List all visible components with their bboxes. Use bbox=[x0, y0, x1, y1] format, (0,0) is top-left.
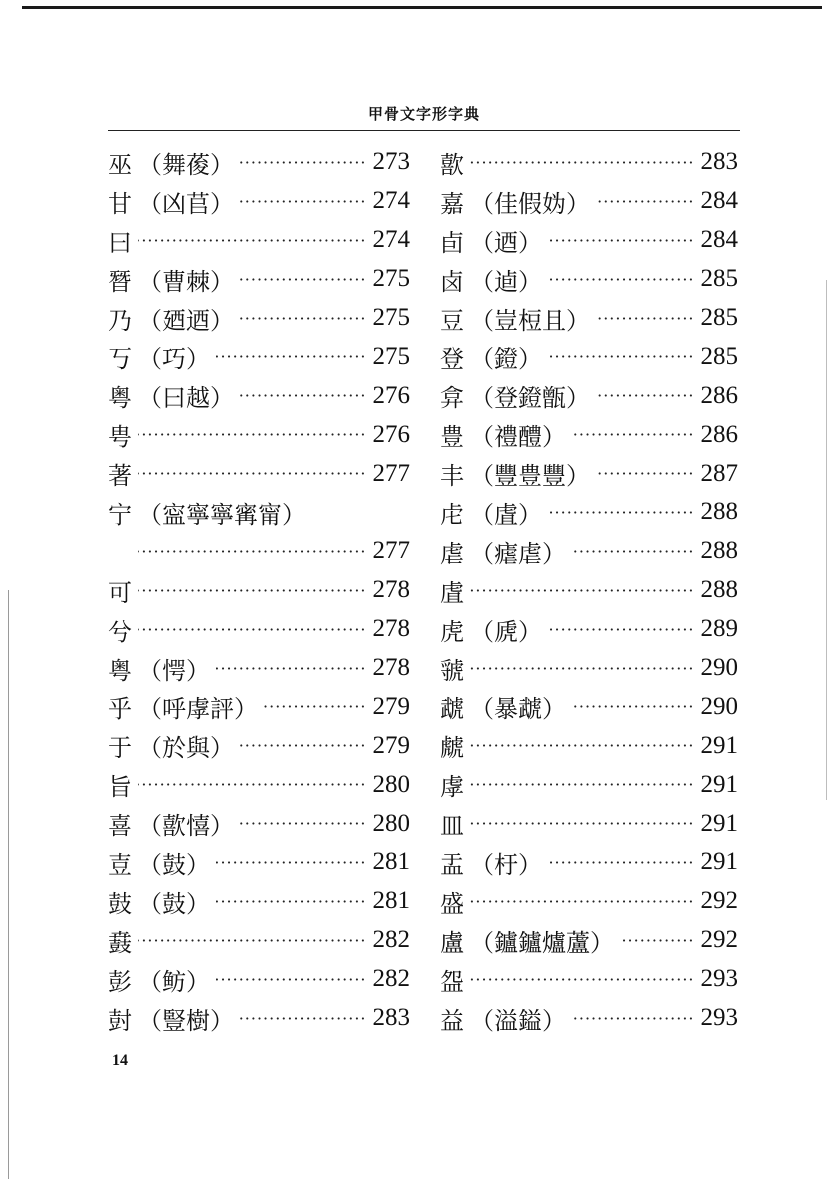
dot-leader bbox=[240, 270, 367, 289]
index-entry bbox=[108, 999, 410, 1038]
variant-forms: （寍寧寧寗甯） bbox=[138, 500, 306, 529]
page-reference: 285 bbox=[700, 342, 738, 370]
page-reference: 279 bbox=[372, 731, 410, 759]
page-reference: 290 bbox=[700, 654, 738, 682]
index-entry bbox=[440, 921, 738, 960]
variant-forms: （歖憘） bbox=[138, 812, 234, 841]
headword: 甹 bbox=[108, 423, 132, 452]
headword: 虢 bbox=[440, 656, 464, 685]
headword: 尌 bbox=[108, 1006, 132, 1035]
dot-leader bbox=[240, 192, 367, 211]
index-entry bbox=[440, 960, 738, 999]
dot-leader bbox=[572, 1009, 695, 1028]
dot-leader bbox=[240, 1009, 367, 1028]
dot-leader bbox=[470, 814, 695, 833]
page-reference: 284 bbox=[700, 226, 738, 254]
dot-leader bbox=[138, 542, 367, 561]
index-entry bbox=[440, 415, 738, 454]
headword: 弇 bbox=[440, 384, 464, 413]
index-entry bbox=[440, 804, 738, 843]
variant-forms: （鐙） bbox=[470, 345, 542, 374]
page-reference: 276 bbox=[372, 420, 410, 448]
index-entry bbox=[440, 726, 738, 765]
index-entry bbox=[440, 649, 738, 688]
index-entry bbox=[108, 843, 410, 882]
headword: 豆 bbox=[440, 306, 464, 335]
page-reference: 285 bbox=[700, 304, 738, 331]
headword: 歖 bbox=[440, 150, 464, 179]
index-entry bbox=[440, 221, 738, 260]
variant-forms: （瘧虐） bbox=[470, 539, 566, 568]
dot-leader bbox=[216, 659, 367, 678]
dot-leader bbox=[240, 814, 367, 833]
index-entry bbox=[108, 337, 410, 376]
variant-forms: （杅） bbox=[470, 850, 542, 879]
dot-leader bbox=[138, 581, 367, 600]
headword: 盂 bbox=[440, 850, 464, 879]
index-entry bbox=[440, 493, 738, 532]
headword: 虖 bbox=[440, 773, 464, 802]
headword: 著 bbox=[108, 462, 132, 491]
dot-leader bbox=[138, 231, 367, 250]
page-reference: 277 bbox=[372, 537, 410, 565]
dot-leader bbox=[216, 347, 367, 366]
dot-leader bbox=[470, 892, 695, 911]
headword: 盧 bbox=[440, 928, 464, 957]
index-entry bbox=[440, 337, 738, 376]
page-reference: 286 bbox=[700, 381, 738, 409]
page-reference: 288 bbox=[700, 537, 738, 565]
page-reference: 291 bbox=[700, 731, 738, 759]
dot-leader bbox=[240, 386, 367, 405]
index-entry bbox=[440, 882, 738, 921]
index-entry bbox=[440, 182, 738, 221]
dot-leader bbox=[572, 697, 695, 716]
page-reference: 292 bbox=[700, 887, 738, 915]
headword: 嘉 bbox=[440, 189, 464, 218]
index-entry bbox=[440, 843, 738, 882]
variant-forms: （曰越） bbox=[138, 384, 234, 413]
dot-leader bbox=[548, 503, 695, 522]
page-reference: 282 bbox=[372, 965, 410, 993]
page-reference: 291 bbox=[700, 848, 738, 876]
headword: 卤 bbox=[440, 267, 464, 296]
variant-forms: （豐豊豐） bbox=[470, 462, 590, 491]
variant-forms: （鑪鑪爐蘆） bbox=[470, 928, 614, 957]
page-reference: 275 bbox=[372, 342, 410, 370]
index-entry bbox=[108, 610, 410, 649]
page-reference: 291 bbox=[700, 809, 738, 837]
dot-leader bbox=[596, 386, 695, 405]
page-reference: 282 bbox=[372, 926, 410, 954]
headword: 兮 bbox=[108, 617, 132, 646]
headword: 卣 bbox=[440, 228, 464, 257]
index-entry bbox=[108, 804, 410, 843]
dot-leader bbox=[548, 347, 695, 366]
variant-forms: （鲂） bbox=[138, 967, 210, 996]
dot-leader bbox=[470, 581, 695, 600]
variant-forms: （虘） bbox=[470, 500, 542, 529]
page-reference: 277 bbox=[372, 459, 410, 487]
variant-forms: （於與） bbox=[138, 734, 234, 763]
page-reference: 279 bbox=[372, 692, 410, 720]
index-entry bbox=[108, 571, 410, 610]
scan-edge-line bbox=[826, 280, 827, 800]
dot-leader bbox=[596, 464, 695, 483]
index-entry bbox=[108, 221, 410, 260]
variant-forms: （逌） bbox=[470, 267, 542, 296]
page-reference: 293 bbox=[700, 1004, 738, 1032]
variant-forms: （暴虣） bbox=[470, 695, 566, 724]
page-reference: 287 bbox=[700, 459, 738, 487]
headword: 可 bbox=[108, 578, 132, 607]
index-entry bbox=[440, 299, 738, 338]
index-entry bbox=[440, 532, 738, 571]
page-reference: 288 bbox=[700, 576, 738, 604]
page-reference: 273 bbox=[372, 148, 410, 176]
index-entry bbox=[108, 454, 410, 493]
index-entry bbox=[108, 649, 410, 688]
page-reference: 275 bbox=[372, 265, 410, 293]
dot-leader bbox=[596, 309, 695, 328]
variant-forms: （鼓） bbox=[138, 850, 210, 879]
index-entry bbox=[108, 182, 410, 221]
index-entry bbox=[440, 687, 738, 726]
variant-forms: （迺） bbox=[470, 228, 542, 257]
index-entry bbox=[440, 571, 738, 610]
index-entry bbox=[108, 143, 410, 182]
dot-leader bbox=[138, 620, 367, 639]
dot-leader bbox=[470, 736, 695, 755]
headword: 鼖 bbox=[108, 928, 132, 957]
headword: 虍 bbox=[440, 500, 464, 529]
index-entry bbox=[108, 376, 410, 415]
page-reference: 285 bbox=[700, 265, 738, 293]
index-entry bbox=[440, 143, 738, 182]
headword: 虘 bbox=[440, 578, 464, 607]
index-entry bbox=[108, 960, 410, 999]
top-border-rule bbox=[22, 6, 822, 9]
index-column-left bbox=[108, 143, 410, 1037]
index-entry bbox=[108, 260, 410, 299]
page-reference: 281 bbox=[372, 848, 410, 876]
index-entry bbox=[108, 532, 410, 571]
dot-leader bbox=[240, 309, 367, 328]
headword: 益 bbox=[440, 1006, 464, 1035]
page-reference: 283 bbox=[700, 148, 738, 176]
headword: 皿 bbox=[440, 812, 464, 841]
page-reference: 284 bbox=[700, 187, 738, 215]
headword: 粤 bbox=[108, 656, 132, 685]
headword: 鼓 bbox=[108, 889, 132, 918]
dot-leader bbox=[548, 620, 695, 639]
page-reference: 280 bbox=[372, 770, 410, 798]
page-reference: 281 bbox=[372, 887, 410, 915]
dot-leader bbox=[216, 970, 367, 989]
headword: 乃 bbox=[108, 306, 132, 335]
headword: 乎 bbox=[108, 695, 132, 724]
headword: 壴 bbox=[108, 850, 132, 879]
index-entry bbox=[108, 299, 410, 338]
headword: 虐 bbox=[440, 539, 464, 568]
index-entry bbox=[108, 415, 410, 454]
dot-leader bbox=[620, 931, 695, 950]
variant-forms: （愕） bbox=[138, 656, 210, 685]
page-reference: 288 bbox=[700, 498, 738, 526]
dot-leader bbox=[596, 192, 695, 211]
page-reference: 291 bbox=[700, 770, 738, 798]
headword: 曰 bbox=[108, 228, 132, 257]
headword: 彭 bbox=[108, 967, 132, 996]
variant-forms: （豈梪且） bbox=[470, 306, 590, 335]
index-entry bbox=[440, 260, 738, 299]
headword: 虤 bbox=[440, 734, 464, 763]
variant-forms: （鼓） bbox=[138, 889, 210, 918]
variant-forms: （凶苢） bbox=[138, 189, 234, 218]
page-reference: 286 bbox=[700, 420, 738, 448]
index-entry bbox=[108, 882, 410, 921]
index-entry bbox=[108, 687, 410, 726]
dot-leader bbox=[572, 542, 695, 561]
dot-leader bbox=[240, 153, 367, 172]
index-entry bbox=[440, 454, 738, 493]
page-reference: 276 bbox=[372, 381, 410, 409]
variant-forms: （禮醴） bbox=[470, 423, 566, 452]
headword: 朁 bbox=[108, 267, 132, 296]
headword: 盌 bbox=[440, 967, 464, 996]
page-reference: 275 bbox=[372, 304, 410, 331]
headword: 喜 bbox=[108, 812, 132, 841]
scan-edge-line bbox=[8, 590, 9, 1179]
headword: 虎 bbox=[440, 617, 464, 646]
dot-leader bbox=[470, 153, 695, 172]
index-entry bbox=[108, 765, 410, 804]
headword: 登 bbox=[440, 345, 464, 374]
page-reference: 274 bbox=[372, 226, 410, 254]
variant-forms: （曹棘） bbox=[138, 267, 234, 296]
running-header: 甲骨文字形字典 bbox=[367, 105, 480, 123]
page-number: 14 bbox=[112, 1052, 128, 1069]
variant-forms: （豎樹） bbox=[138, 1006, 234, 1035]
variant-forms: （廼迺） bbox=[138, 306, 234, 335]
index-column-right bbox=[440, 143, 738, 1037]
headword: 粤 bbox=[108, 384, 132, 413]
headword: 旨 bbox=[108, 773, 132, 802]
index-entry bbox=[108, 921, 410, 960]
dot-leader bbox=[138, 775, 367, 794]
dot-leader bbox=[240, 736, 367, 755]
dot-leader bbox=[548, 231, 695, 250]
page-reference: 278 bbox=[372, 576, 410, 604]
dot-leader bbox=[470, 659, 695, 678]
dot-leader bbox=[572, 425, 695, 444]
dot-leader bbox=[264, 697, 367, 716]
index-entry bbox=[440, 765, 738, 804]
dot-leader bbox=[138, 425, 367, 444]
headword: 丂 bbox=[108, 345, 132, 374]
dot-leader bbox=[470, 970, 695, 989]
headword: 丰 bbox=[440, 462, 464, 491]
variant-forms: （呼虖評） bbox=[138, 695, 258, 724]
headword: 甘 bbox=[108, 189, 132, 218]
page-reference: 274 bbox=[372, 187, 410, 215]
page-reference: 280 bbox=[372, 809, 410, 837]
dot-leader bbox=[548, 270, 695, 289]
variant-forms: （溢鎰） bbox=[470, 1006, 566, 1035]
headword: 虣 bbox=[440, 695, 464, 724]
index-entry bbox=[440, 999, 738, 1038]
variant-forms: （巧） bbox=[138, 345, 210, 374]
headword: 巫 bbox=[108, 150, 132, 179]
dot-leader bbox=[470, 775, 695, 794]
variant-forms: （登鐙甑） bbox=[470, 384, 590, 413]
dot-leader bbox=[138, 931, 367, 950]
index-entry bbox=[108, 726, 410, 765]
headword: 于 bbox=[108, 734, 132, 763]
page-reference: 289 bbox=[700, 615, 738, 643]
dot-leader bbox=[548, 853, 695, 872]
index-entry bbox=[108, 493, 410, 532]
page-reference: 292 bbox=[700, 926, 738, 954]
headword: 盛 bbox=[440, 889, 464, 918]
dot-leader bbox=[216, 853, 367, 872]
dot-leader bbox=[216, 892, 367, 911]
page-reference: 278 bbox=[372, 654, 410, 682]
page-reference: 278 bbox=[372, 615, 410, 643]
header-rule bbox=[108, 130, 740, 131]
variant-forms: （虒） bbox=[470, 617, 542, 646]
page-reference: 293 bbox=[700, 965, 738, 993]
headword: 宁 bbox=[108, 500, 132, 529]
headword: 豊 bbox=[440, 423, 464, 452]
variant-forms: （舞葰） bbox=[138, 150, 234, 179]
page-reference: 290 bbox=[700, 692, 738, 720]
index-entry bbox=[440, 610, 738, 649]
index-entry bbox=[440, 376, 738, 415]
page-reference: 283 bbox=[372, 1004, 410, 1032]
dot-leader bbox=[138, 464, 367, 483]
variant-forms: （佳假妫） bbox=[470, 189, 590, 218]
